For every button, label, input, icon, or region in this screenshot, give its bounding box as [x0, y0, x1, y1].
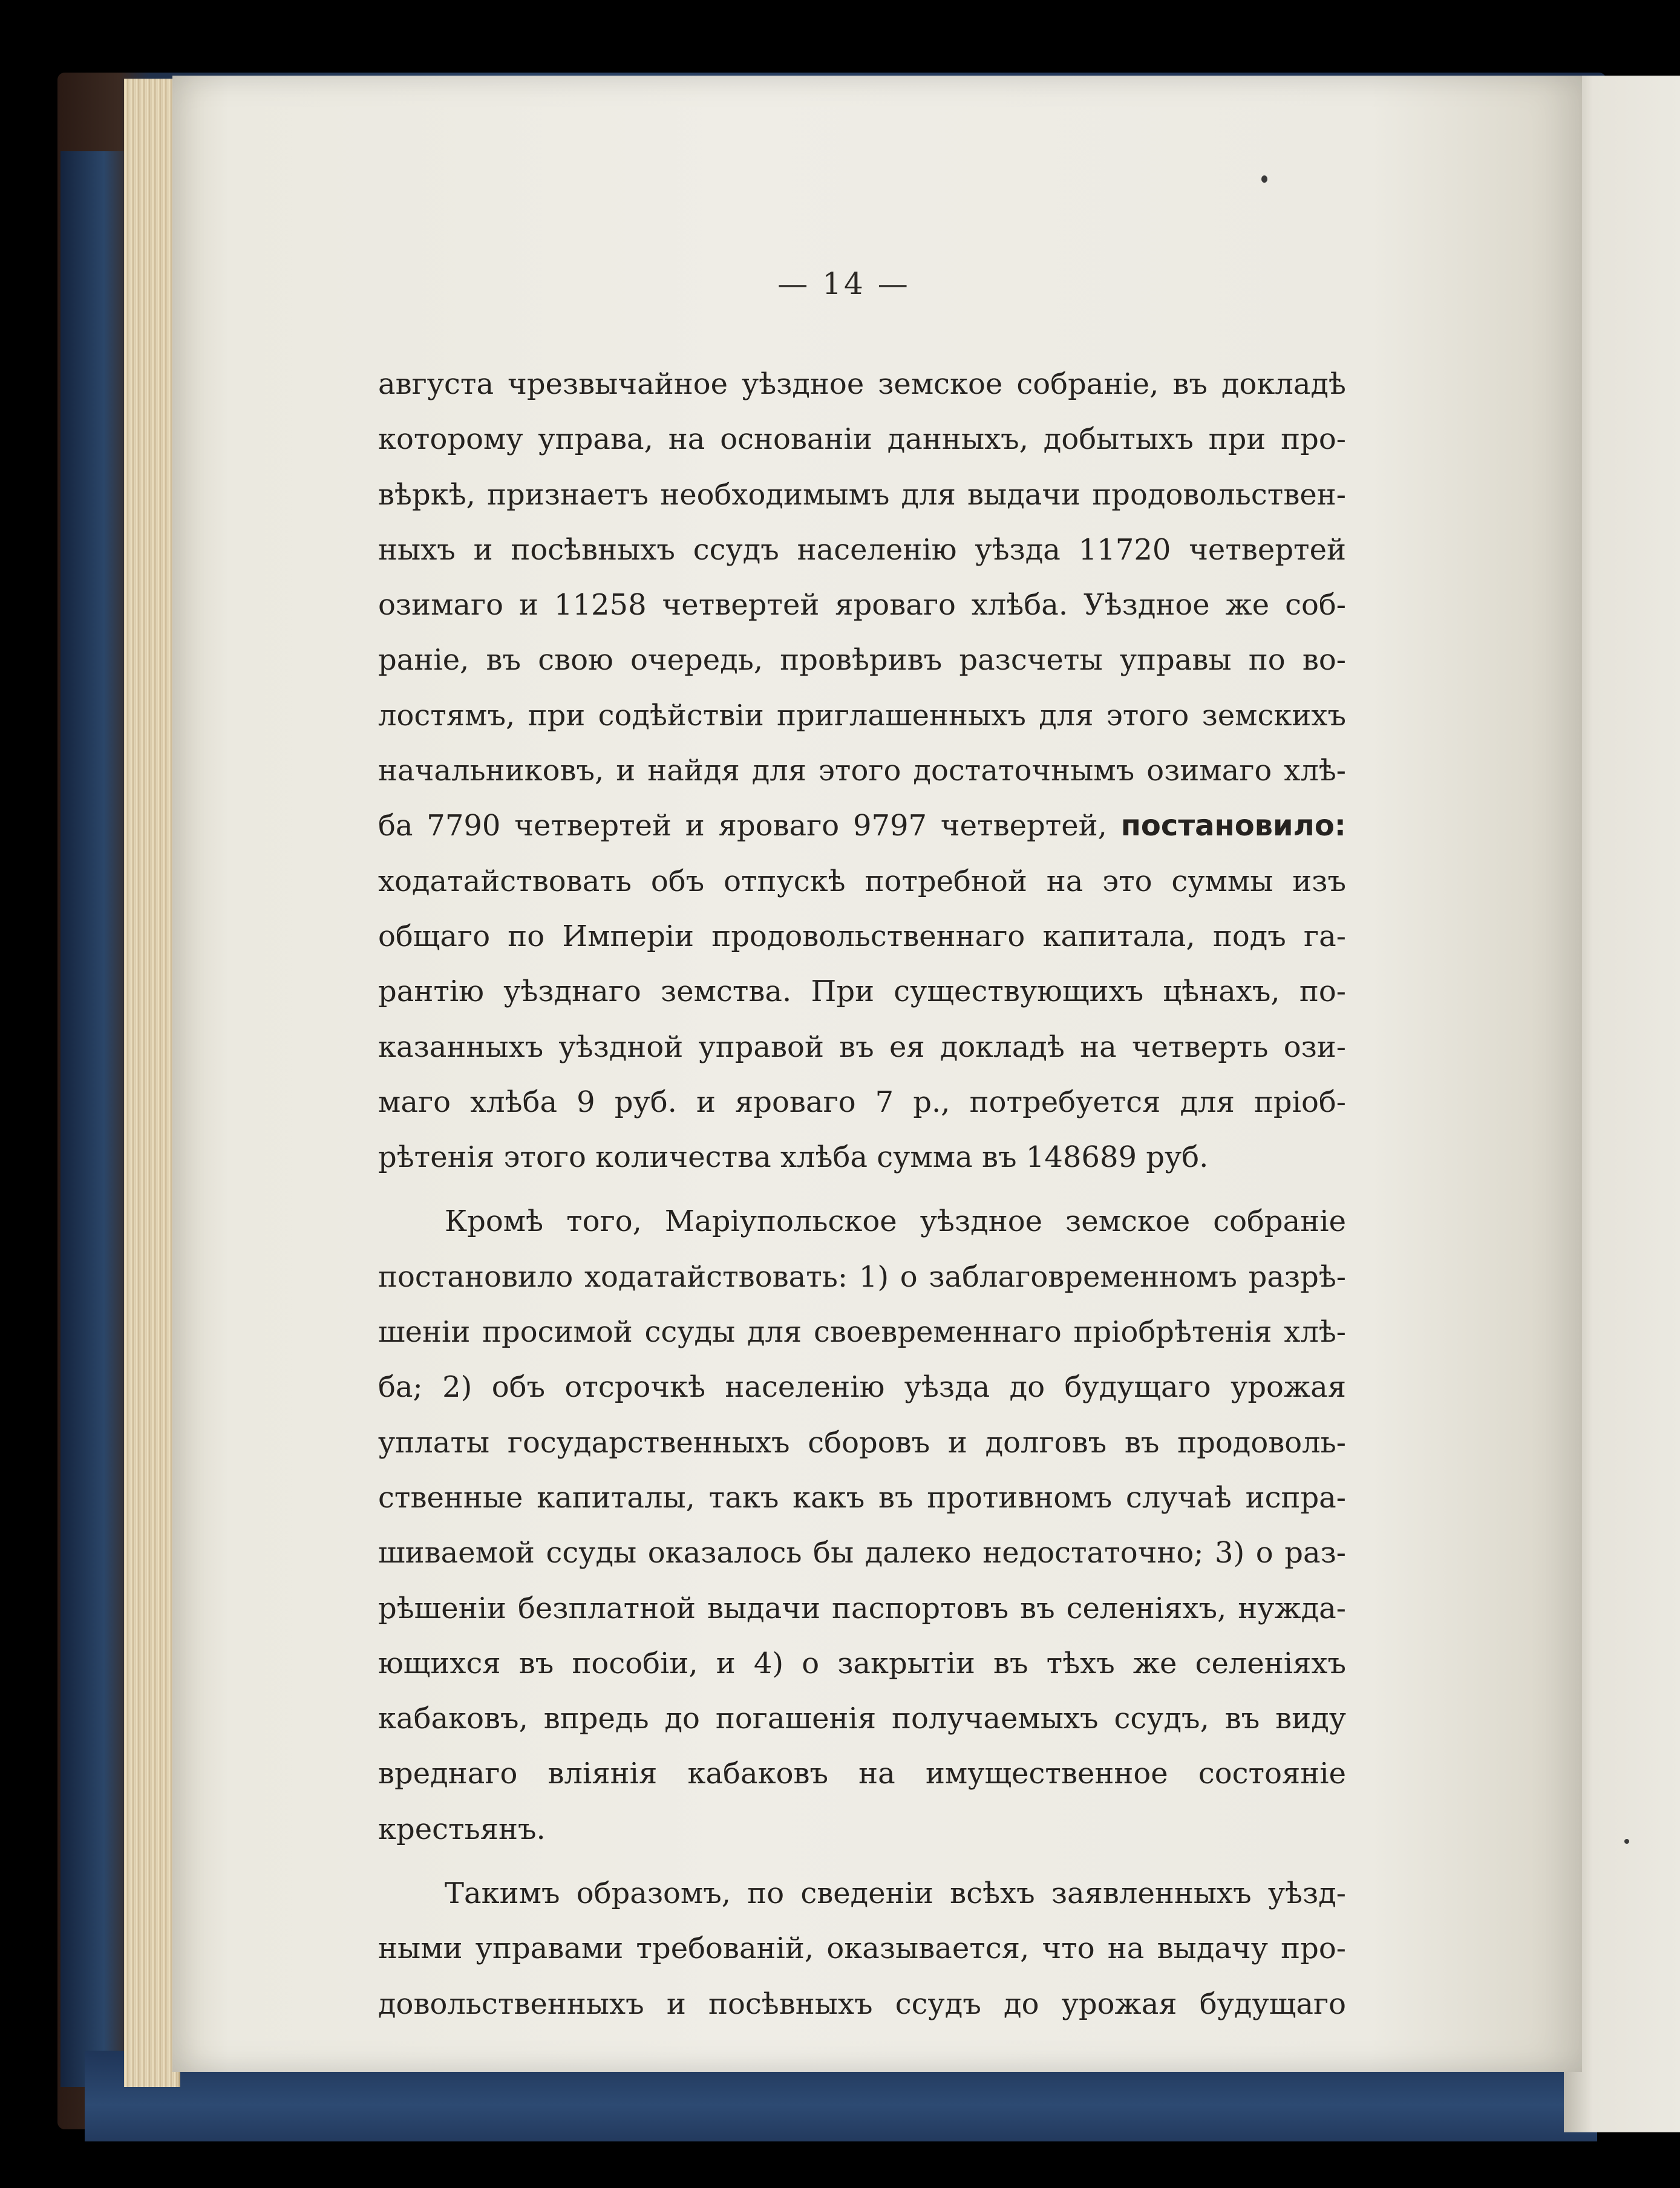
text-line: ными управами требованій, оказывается, что на выдачу про-	[378, 1932, 1346, 1966]
text-line: уплаты государственныхъ сборовъ и долговъ въ продоволь-	[378, 1425, 1346, 1460]
text-line: Кромѣ того, Маріупольское уѣздное земское собраніе	[445, 1204, 1346, 1239]
text-line: лостямъ, при содѣйствіи приглашенныхъ для этого земскихъ	[378, 698, 1346, 733]
text-line: Такимъ образомъ, по сведеніи всѣхъ заявленныхъ уѣзд-	[445, 1876, 1346, 1911]
text-line: общаго по Имперіи продовольственнаго капитала, подъ га-	[378, 919, 1346, 953]
text-fragment: ба 7790 четвертей и яроваго 9797 четвертей,	[378, 809, 1107, 843]
text-line: шеніи просимой ссуды для своевременнаго пріобрѣтенія хлѣ-	[378, 1315, 1346, 1350]
ink-speck	[1261, 175, 1267, 183]
paragraph-gap	[378, 1185, 1346, 1194]
text-line: кабаковъ, впредь до погашенія получаемыхъ ссудъ, въ виду	[378, 1702, 1346, 1736]
text-line-with-bold	[378, 798, 1346, 854]
text-line: вѣркѣ, признаетъ необходимымъ для выдачи продовольствен-	[378, 477, 1346, 512]
text-line: рѣтенія этого количества хлѣба сумма въ 148689 руб.	[378, 1140, 1209, 1175]
text-line: рѣшеніи безплатной выдачи паспортовъ въ селеніяхъ, нужда-	[378, 1591, 1346, 1625]
text-line: вреднаго вліянія кабаковъ на имущественное состояніе	[378, 1757, 1346, 1791]
text-line: казанныхъ уѣздной управой въ ея докладѣ на четверть ози-	[378, 1030, 1346, 1064]
text-line: ющихся въ пособіи, и 4) о закрытіи въ тѣхъ же селеніяхъ	[378, 1646, 1346, 1680]
text-line: ходатайствовать объ отпускѣ потребной на это суммы изъ	[378, 864, 1346, 898]
paragraph-gap	[378, 1857, 1346, 1866]
bold-word: постановило:	[1120, 809, 1346, 843]
page-body	[378, 357, 1346, 2032]
page-number: — 14 —	[777, 266, 910, 301]
text-line: постановило ходатайствовать: 1) о заблаговременномъ разрѣ-	[378, 1259, 1346, 1294]
text-line: довольственныхъ и посѣвныхъ ссудъ до урожая будущаго	[378, 1987, 1346, 2021]
text-line: рантію уѣзднаго земства. При существующихъ цѣнахъ, по-	[378, 975, 1346, 1009]
ink-speck	[1624, 1839, 1629, 1844]
text-line: ба; 2) объ отсрочкѣ населенію уѣзда до будущаго урожая	[378, 1370, 1346, 1405]
text-line: августа чрезвычайное уѣздное земское собраніе, въ докладѣ	[378, 367, 1346, 401]
text-line: которому управа, на основаніи данныхъ, добытыхъ при про-	[378, 422, 1346, 457]
text-line: раніе, въ свою очередь, провѣривъ разсчеты управы по во-	[378, 643, 1346, 678]
text-line: крестьянъ.	[378, 1812, 546, 1846]
text-line: ныхъ и посѣвныхъ ссудъ населенію уѣзда 11720 четвертей	[378, 532, 1346, 567]
book-spine-edge	[60, 151, 133, 2087]
text-line: ственные капиталы, такъ какъ въ противномъ случаѣ испра-	[378, 1480, 1346, 1515]
text-line: начальниковъ, и найдя для этого достаточнымъ озимаго хлѣ-	[378, 754, 1346, 788]
text-line: озимаго и 11258 четвертей яроваго хлѣба. Уѣздное же соб-	[378, 588, 1346, 622]
text-line: маго хлѣба 9 руб. и яроваго 7 р., потребуется для пріоб-	[378, 1085, 1346, 1119]
text-line: шиваемой ссуды оказалось бы далеко недостаточно; 3) о раз-	[378, 1536, 1346, 1570]
